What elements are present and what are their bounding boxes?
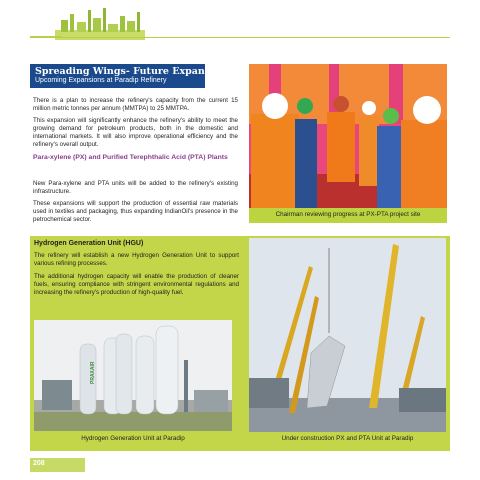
intro-paragraph: There is a plan to increase the refinery's capacity from the current 15 million metric tonnes per annum (MMTPA) to 25 MMTPA. (33, 97, 238, 113)
hydrogen-unit-photo (34, 320, 232, 431)
section-subtitle: Upcoming Expansions at Paradip Refinery (35, 77, 167, 84)
page-number: 208 (33, 460, 45, 467)
photo-caption-hgu: Hydrogen Generation Unit at Paradip (81, 435, 185, 442)
photo-caption-construction: Under construction PX and PTA Unit at Paradip (281, 435, 414, 442)
chairman-site-photo (249, 64, 447, 208)
px-pta-construction-photo (249, 238, 446, 432)
hgu-paragraph-1: The refinery will establish a new Hydrogen Generation Unit to support various refining processes. (34, 252, 239, 268)
px-pta-paragraph: New Para-xylene and PTA units will be added to the refinery's existing infrastructure. (33, 180, 238, 196)
expansion-paragraph: This expansion will significantly enhance the refinery's ability to meet the growing demand for petroleum products, both in the domestic and international markets. It will also improve operational efficiency and the refinery's overall output. (33, 117, 238, 149)
praxair-text: PRAXAIR (90, 361, 96, 384)
petrochem-paragraph: These expansions will support the production of essential raw materials used in textiles and packaging, thus expanding IndianOil's presence in the petrochemical sector. (33, 200, 238, 224)
header-rule (30, 37, 450, 38)
photo-caption-chairman: Chairman reviewing progress at PX-PTA project site (275, 211, 421, 218)
section-title: Spreading Wings- Future Expansion (35, 66, 228, 77)
refinery-skyline-graphic (55, 6, 145, 40)
tank-label (89, 332, 97, 388)
hgu-heading: Hydrogen Generation Unit (HGU) (34, 240, 144, 247)
px-pta-heading: Para-xylene (PX) and Purified Terephthalic Acid (PTA) Plants (33, 154, 228, 161)
hgu-paragraph-2: The additional hydrogen capacity will enable the production of cleaner fuels, ensuring compliance with stringent environmental regulations and increasing the refinery's production of high-quality fuel. (34, 273, 239, 297)
